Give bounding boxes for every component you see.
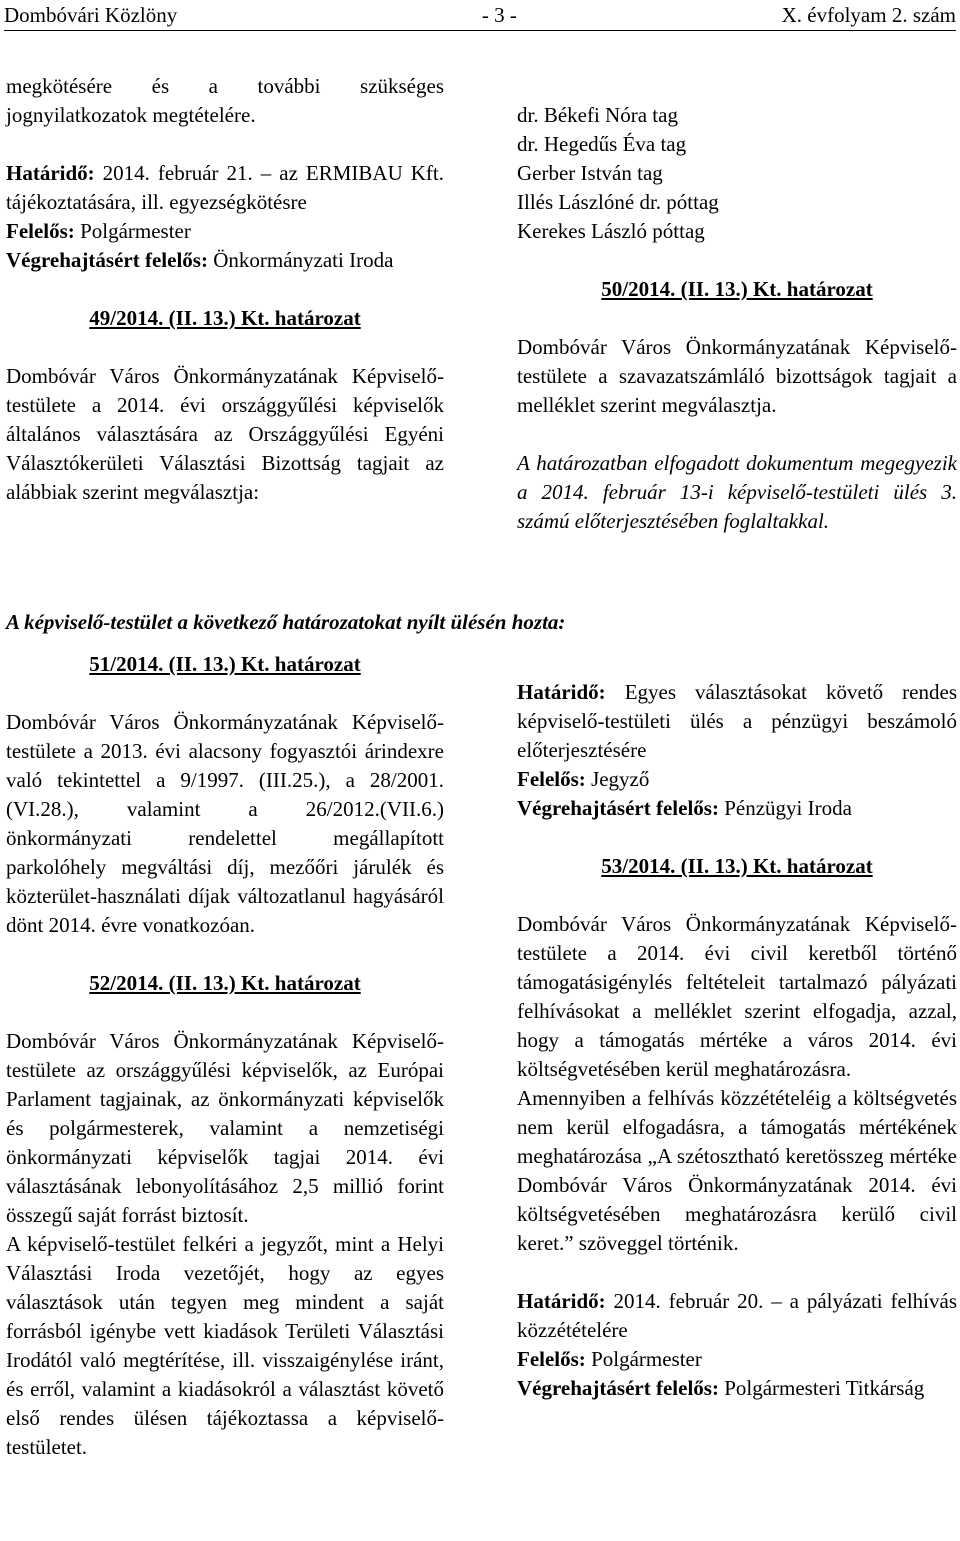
resolution-51-body: Dombóvár Város Önkormányzatának Képviselő-testülete a 2013. évi alacsony fogyasztói árindexre való tekintettel a 9/1997. (III.25.), a 28/2001.(VI.28.), valamint a 26/2012.(VII.6.) önkormányzati rendelettel megállapított parkolóhely megváltási díj, mezőőri járulék és közterület-használati díjak változatlanul hagyásáról dönt 2014. évre vonatkozóan. [6,710,444,937]
executor-text: Polgármesteri Titkárság [724,1376,925,1400]
responsible-label: Felelős: [517,1347,586,1371]
responsible-line [517,765,957,794]
executor-line [6,246,444,275]
committee-member-list [517,101,957,246]
responsible-label: Felelős: [6,219,75,243]
right-column-bottom [517,678,957,1403]
resolution-49-title: 49/2014. (II. 13.) Kt. határozat [89,306,361,330]
responsible-line [517,1345,957,1374]
responsible-label: Felelős: [517,767,586,791]
resolution-51-title: 51/2014. (II. 13.) Kt. határozat [89,652,361,676]
deadline-text: 2014. február 21. – az ERMIBAU Kft. tájékoztatására, ill. egyezségkötésre [6,161,444,214]
executor-label: Végrehajtásért felelős: [517,1376,719,1400]
resolution-49-body: Dombóvár Város Önkormányzatának Képviselő-testülete a 2014. évi országgyűlési képviselők általános választására az Országgyűlési Egyéni Választókerületi Választási Bizottság tagjait az alábbiak szerint megválasztja: [6,364,444,504]
executor-label: Végrehajtásért felelős: [517,796,719,820]
session-statement: A képviselő-testület a következő határozatokat nyílt ülésén hozta: [6,610,566,634]
left-column-top [6,72,444,507]
executor-line [517,794,957,823]
responsible-text: Polgármester [80,219,191,243]
executor-line [517,1374,957,1403]
right-column-top [517,101,957,536]
deadline-text: 2014. február 20. – a pályázati felhívás közzétételére [517,1289,957,1342]
deadline-text: Egyes választásokat követő rendes képviselő-testületi ülés a pénzügyi beszámoló előterjesztésére [517,680,957,762]
list-item: dr. Békefi Nóra tag [517,103,678,127]
resolution-50-note: A határozatban elfogadott dokumentum megegyezik a 2014. február 13-i képviselő-testületi ülés 3. számú előterjesztésében foglaltakkal. [517,451,957,533]
deadline-line [517,678,957,765]
resolution-52-request: A képviselő-testület felkéri a jegyzőt, mint a Helyi Választási Iroda vezetőjét, hogy az egyes választások után tegyen meg mindent a saját forrásból igénybe vett kiadások Területi Választási Irodától való megtérítése, ill. visszaigénylése iránt, és erről, valamint a kiadásokról a választást követő első rendes ülésen tájékoztassa a képviselő-testületet. [6,1232,444,1459]
left-column-bottom [6,650,444,1462]
responsible-text: Jegyző [591,767,650,791]
responsible-text: Polgármester [591,1347,702,1371]
resolution-53-title: 53/2014. (II. 13.) Kt. határozat [601,854,873,878]
deadline-line [517,1287,957,1345]
list-item: Illés Lászlóné dr. póttag [517,190,719,214]
resolution-53-body: Dombóvár Város Önkormányzatának Képviselő-testülete a 2014. évi civil keretből történő támogatásigénylés feltételeit tartalmazó pályázati felhívásokat a melléklet szerint elfogadja, azzal, hogy a támogatás mértéke a város 2014. évi költségvetésében kerül meghatározásra. [517,912,957,1081]
executor-text: Pénzügyi Iroda [724,796,852,820]
deadline-label: Határidő: [6,161,95,185]
executor-label: Végrehajtásért felelős: [6,248,208,272]
deadline-label: Határidő: [517,680,606,704]
resolution-50-body: Dombóvár Város Önkormányzatának Képviselő-testülete a szavazatszámláló bizottságok tagjait a melléklet szerint megválasztja. [517,335,957,417]
paragraph-continuation: megkötésére és a további szükséges jognyilatkozatok megtételére. [6,74,444,127]
list-item: Gerber István tag [517,161,663,185]
list-item: Kerekes László póttag [517,219,705,243]
resolution-50-title: 50/2014. (II. 13.) Kt. határozat [601,277,873,301]
resolution-52-body: Dombóvár Város Önkormányzatának Képviselő-testülete az országgyűlési képviselők, az Európai Parlament tagjainak, az önkormányzati képviselők és polgármesterek, valamint a nemzetiségi önkormányzati képviselők tagjai 2014. évi választásának lebonyolításához 2,5 millió forint összegű saját forrást biztosít. [6,1029,444,1227]
publication-title: Dombóvári Közlöny [4,2,178,27]
executor-text: Önkormányzati Iroda [213,248,394,272]
responsible-line [6,217,444,246]
page-number: - 3 - [481,2,517,27]
deadline-label: Határidő: [517,1289,606,1313]
page-header [4,0,956,31]
resolution-53-condition: Amennyiben a felhívás közzétételéig a költségvetés nem kerül elfogadásra, a támogatás mértékének meghatározása „A szétosztható keretösszeg mértéke Dombóvár Város Önkormányzatának 2014. évi költségvetésében meghatározásra kerülő civil keret.” szöveggel történik. [517,1086,957,1255]
list-item: dr. Hegedűs Éva tag [517,132,687,156]
volume-issue: X. évfolyam 2. szám [781,2,956,27]
resolution-52-title: 52/2014. (II. 13.) Kt. határozat [89,971,361,995]
deadline-line [6,159,444,217]
